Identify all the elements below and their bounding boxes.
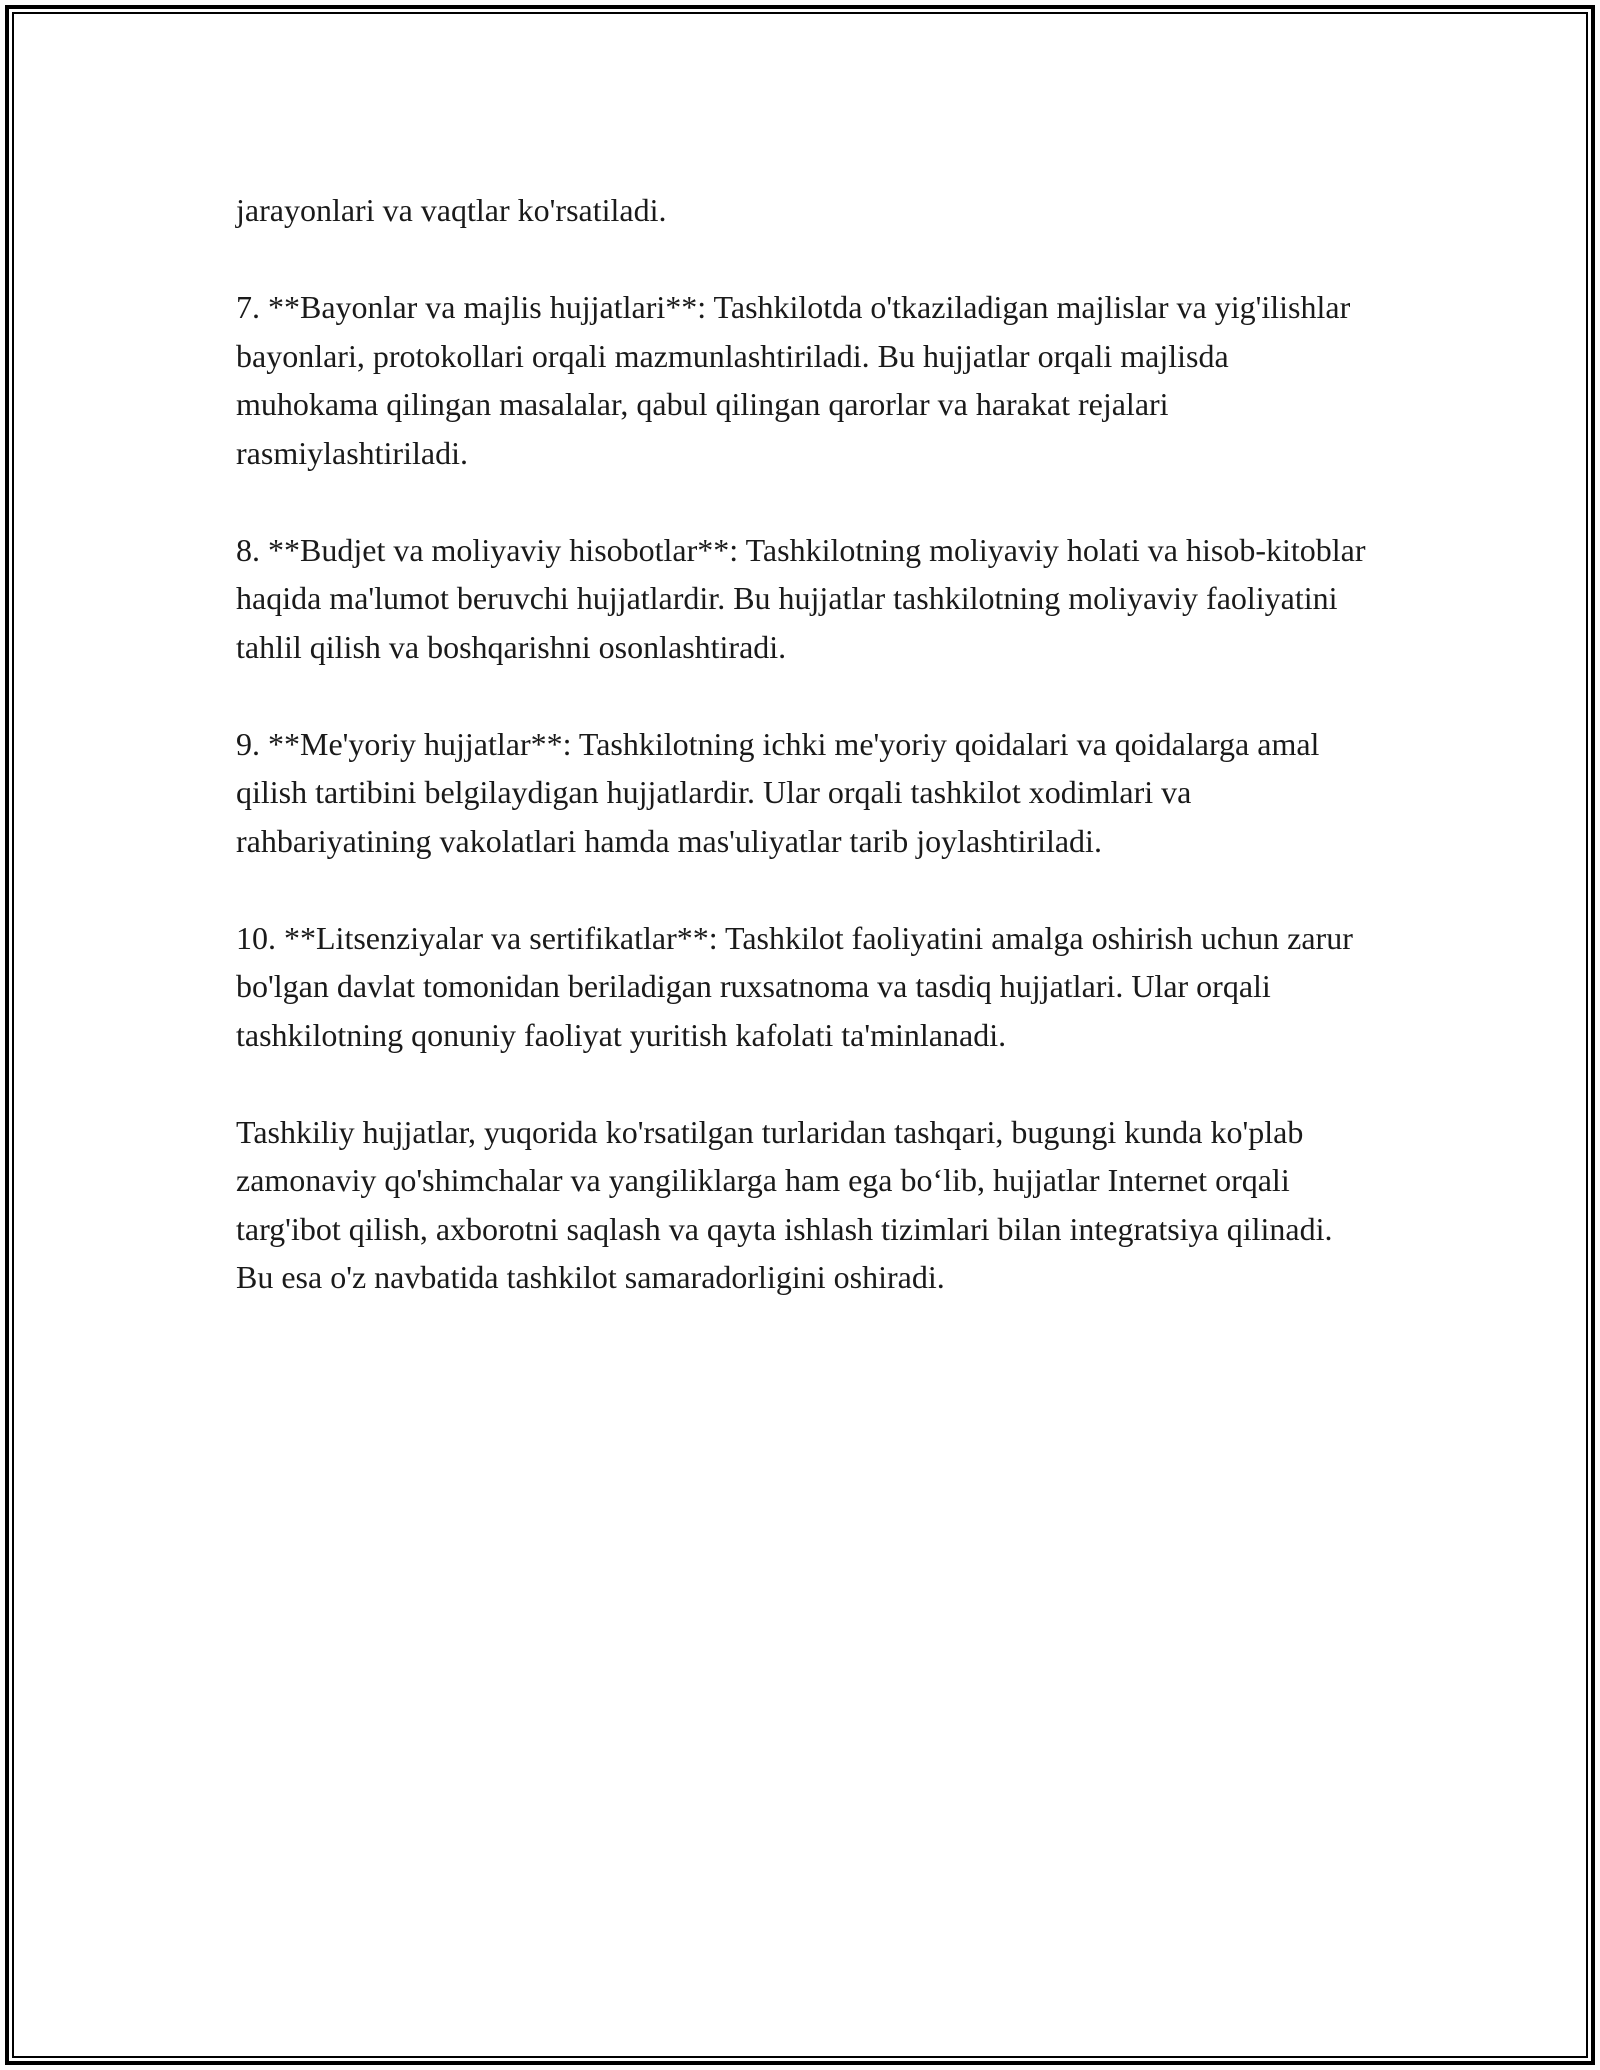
paragraph-continuation: jarayonlari va vaqtlar ko'rsatiladi. xyxy=(236,192,667,228)
paragraph-item-8: 8. **Budjet va moliyaviy hisobotlar**: Tashkilotning moliyaviy holati va hisob-kitoblar haqida ma'lumot beruvchi hujjatlardir. Bu hujjatlar tashkilotning moliyaviy faoliyatini tahlil qilish va boshqarishni osonlashtiradi. xyxy=(236,531,1366,665)
paragraph-conclusion: Tashkiliy hujjatlar, yuqorida ko'rsatilgan turlaridan tashqari, bugungi kunda ko'plab zamonaviy qo'shimchalar va yangiliklarga ham ega bo‘lib, hujjatlar Internet orqali targ'ibot qilish, axborotni saqlash va qayta ishlash tizimlari bilan integratsiya qilinadi. Bu esa o'z navbatida tashkilot samaradorligini oshiradi. xyxy=(236,1113,1333,1295)
paragraph-item-7: 7. **Bayonlar va majlis hujjatlari**: Tashkilotda o'tkaziladigan majlislar va yig'ilishlar bayonlari, protokollari orqali mazmunlashtiriladi. Bu hujjatlar orqali majlisda muhokama qilingan masalalar, qabul qilingan qarorlar va harakat rejalari rasmiylashtiriladi. xyxy=(236,289,1351,471)
paragraph-item-9: 9. **Me'yoriy hujjatlar**: Tashkilotning ichki me'yoriy qoidalari va qoidalarga amal qilish tartibini belgilaydigan hujjatlardir. Ular orqali tashkilot xodimlari va rahbariyatining vakolatlari hamda mas'uliyatlar tarib joylashtiriladi. xyxy=(236,725,1320,859)
document-body xyxy=(236,186,1366,1350)
paragraph-item-10: 10. **Litsenziyalar va sertifikatlar**: Tashkilot faoliyatini amalga oshirish uchun zarur bo'lgan davlat tomonidan beriladigan ruxsatnoma va tasdiq hujjatlari. Ular orqali tashkilotning qonuniy faoliyat yuritish kafolati ta'minlanadi. xyxy=(236,919,1353,1053)
